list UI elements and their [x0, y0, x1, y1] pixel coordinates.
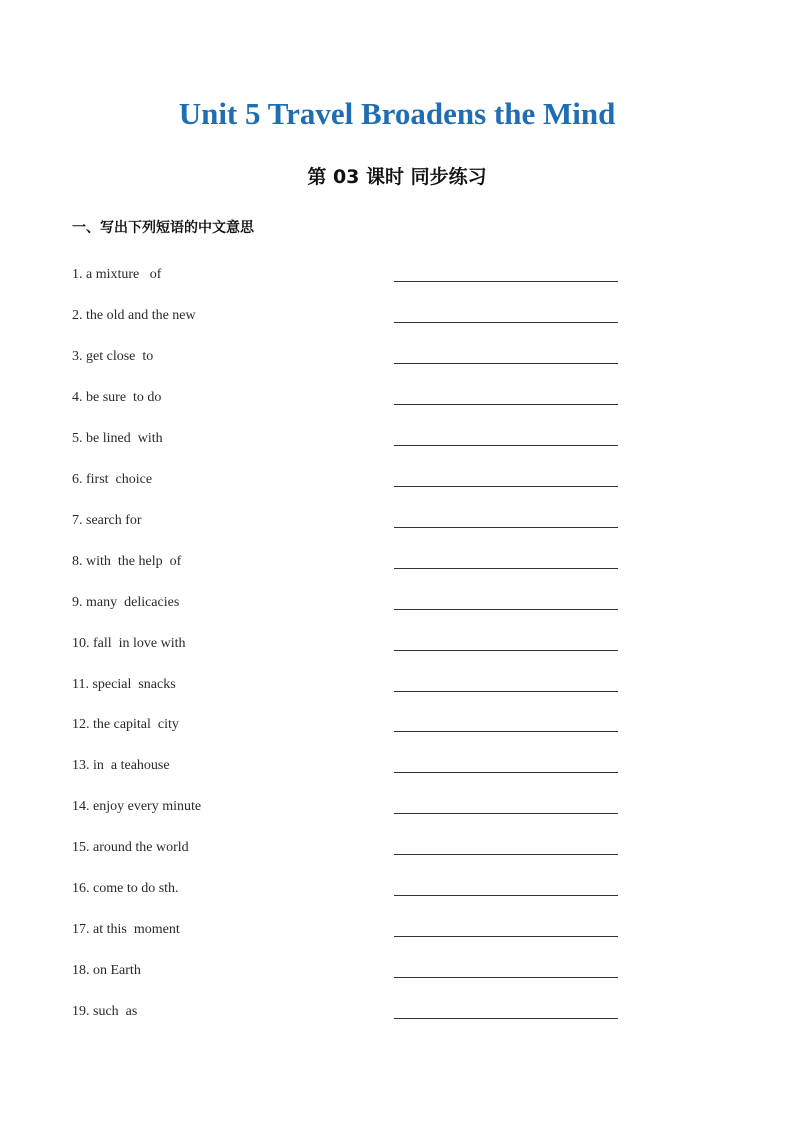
answer-field[interactable]	[394, 977, 618, 978]
lesson-subtitle: 第 03 课时 同步练习	[307, 166, 487, 188]
phrase-text: 7. search for	[72, 513, 142, 528]
list-item	[72, 551, 618, 575]
answer-field[interactable]	[394, 691, 618, 692]
answer-field[interactable]	[394, 650, 618, 651]
list-item	[72, 510, 618, 534]
list-item	[72, 919, 618, 943]
phrase-text: 8. with the help of	[72, 554, 182, 569]
phrase-text: 17. at this moment	[72, 922, 180, 937]
phrase-text: 3. get close to	[72, 349, 154, 364]
list-item	[72, 592, 618, 616]
list-item	[72, 633, 618, 657]
list-item	[72, 796, 618, 820]
answer-field[interactable]	[394, 609, 618, 610]
page-title: Unit 5 Travel Broadens the Mind	[178, 96, 616, 131]
phrase-text: 16. come to do sth.	[72, 881, 179, 896]
answer-field[interactable]	[394, 813, 618, 814]
answer-field[interactable]	[394, 363, 618, 364]
phrase-text: 18. on Earth	[72, 963, 141, 978]
list-item	[72, 305, 618, 329]
answer-field[interactable]	[394, 772, 618, 773]
phrase-text: 6. first choice	[72, 472, 153, 487]
answer-field[interactable]	[394, 1018, 618, 1019]
phrase-text: 10. fall in love with	[72, 636, 186, 651]
answer-field[interactable]	[394, 486, 618, 487]
answer-field[interactable]	[394, 527, 618, 528]
list-item	[72, 878, 618, 902]
list-item	[72, 714, 618, 738]
list-item	[72, 1001, 618, 1025]
answer-field[interactable]	[394, 568, 618, 569]
list-item	[72, 837, 618, 861]
list-item	[72, 428, 618, 452]
phrase-text: 12. the capital city	[72, 717, 179, 732]
list-item	[72, 346, 618, 370]
answer-field[interactable]	[394, 895, 618, 896]
phrase-text: 2. the old and the new	[72, 308, 196, 323]
list-item	[72, 387, 618, 411]
answer-field[interactable]	[394, 322, 618, 323]
phrase-text: 14. enjoy every minute	[72, 799, 202, 814]
answer-field[interactable]	[394, 936, 618, 937]
phrase-text: 9. many delicacies	[72, 595, 180, 610]
phrase-text: 5. be lined with	[72, 431, 163, 446]
phrase-text: 1. a mixture of	[72, 267, 162, 282]
phrase-text: 13. in a teahouse	[72, 758, 170, 773]
phrase-text: 15. around the world	[72, 840, 189, 855]
answer-field[interactable]	[394, 731, 618, 732]
answer-field[interactable]	[394, 854, 618, 855]
section-heading: 一、写出下列短语的中文意思	[72, 220, 254, 236]
list-item	[72, 674, 618, 698]
list-item	[72, 755, 618, 779]
list-item	[72, 469, 618, 493]
answer-field[interactable]	[394, 404, 618, 405]
answer-field[interactable]	[394, 445, 618, 446]
list-item	[72, 264, 618, 288]
phrase-text: 19. such as	[72, 1004, 138, 1019]
list-item	[72, 960, 618, 984]
phrase-text: 4. be sure to do	[72, 390, 162, 405]
phrase-text: 11. special snacks	[72, 677, 176, 692]
answer-field[interactable]	[394, 281, 618, 282]
